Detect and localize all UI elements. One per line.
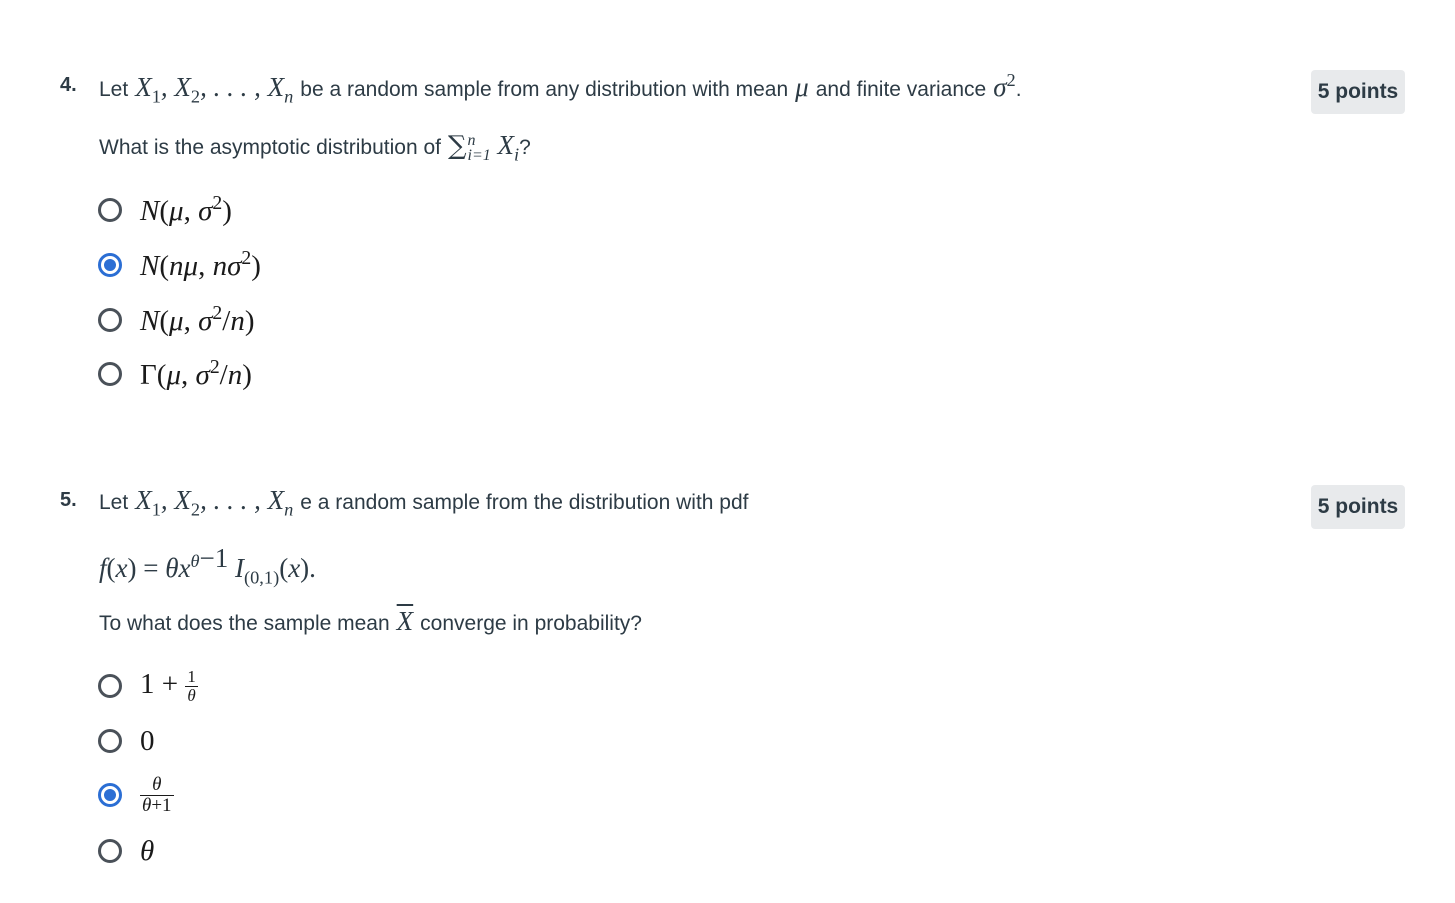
radio-button[interactable] — [98, 729, 122, 753]
answer-option[interactable] — [98, 831, 154, 871]
question-end: ? — [519, 136, 531, 159]
answer-option[interactable] — [98, 190, 232, 230]
points-badge: 5 points — [1311, 485, 1405, 529]
math-xbar: $\overline{X}$ — [396, 606, 414, 636]
prompt-text: Let — [99, 491, 129, 514]
question-number: 5. — [60, 489, 77, 511]
radio-button[interactable] — [98, 839, 122, 863]
question-text — [99, 130, 531, 165]
question-prompt — [99, 485, 748, 520]
option-label[interactable]: N(nμ, $n\sigma^2$) — [140, 247, 261, 282]
math-variance: $\sigma^2$ — [993, 70, 1016, 103]
option-label[interactable]: N(μ, $\sigma^2/n$) — [140, 302, 255, 337]
pdf-formula — [99, 543, 316, 589]
answer-option[interactable] — [98, 666, 198, 706]
answer-option[interactable] — [98, 721, 155, 761]
answer-option[interactable] — [98, 245, 261, 285]
radio-button[interactable] — [98, 674, 122, 698]
points-badge: 5 points — [1311, 70, 1405, 114]
answer-option[interactable] — [98, 775, 174, 815]
option-label[interactable]: Γ(μ, $\sigma^2/n$) — [140, 356, 252, 391]
radio-button-selected[interactable] — [98, 253, 122, 277]
radio-button[interactable] — [98, 362, 122, 386]
math-sample: $X_1$, $X_2$, . . . , $X_n$ — [135, 72, 294, 107]
question-label: converge in probability? — [420, 612, 642, 635]
prompt-text: be a random sample from any distribution with mean — [300, 78, 789, 102]
radio-button[interactable] — [98, 308, 122, 332]
question-number: 4. — [60, 74, 77, 96]
question-text — [99, 606, 642, 637]
option-label[interactable]: 0 — [140, 724, 155, 757]
option-label[interactable]: θ — [140, 834, 155, 867]
prompt-text: Let — [99, 78, 129, 102]
question-label: What is the asymptotic distribution of — [99, 136, 441, 159]
option-label[interactable]: 1 + $\frac{1}{\theta}$ — [140, 666, 196, 705]
prompt-text: and finite variance — [815, 78, 987, 102]
answer-option[interactable] — [98, 300, 254, 340]
radio-button[interactable] — [98, 198, 122, 222]
option-label[interactable]: N(μ, $\sigma^2$) — [140, 192, 232, 227]
answer-option[interactable] — [98, 354, 252, 394]
math-sample: $X_1$, $X_2$, . . . , $X_n$ — [135, 485, 294, 520]
radio-button-selected[interactable] — [98, 783, 122, 807]
option-label[interactable]: $\frac{\theta}{\theta+1}$ — [142, 773, 172, 816]
math-pdf: $f(x) = \theta x^{\theta-1}$ $I_{(0,1)}(x)$. — [99, 543, 316, 588]
question-label: To what does the sample mean — [99, 612, 390, 635]
prompt-text: e a random sample from the distribution with pdf — [300, 491, 749, 514]
math-mu: μ — [795, 72, 809, 103]
question-prompt: Let $X_1$, $X_2$, . . . , $X_n$ be a random sample from any distribution with mean μ and finite variance $\sigma^2$ . — [99, 70, 1022, 107]
math-sum: ∑ n i=1 $X_i$ — [447, 130, 520, 165]
